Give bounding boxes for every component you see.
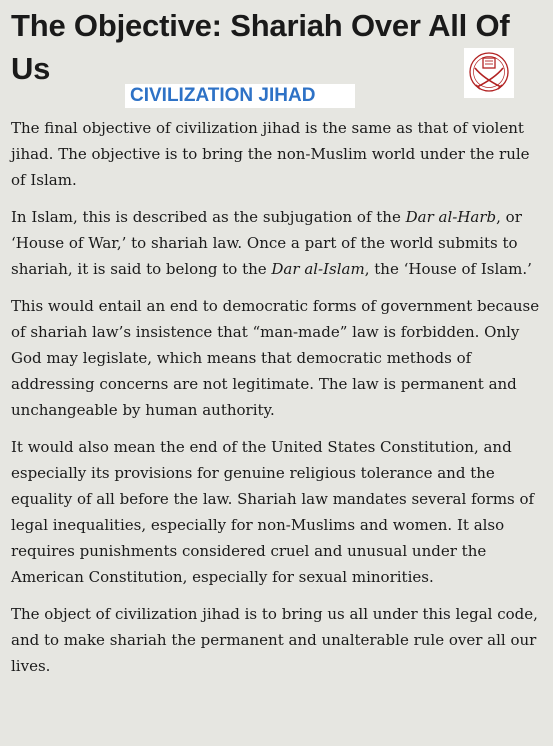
paragraph-2-text-a: In Islam, this is described as the subjugation of the: [11, 208, 406, 226]
paragraph-2: [11, 204, 541, 282]
paragraph-2-text-e: , the ‘House of Islam.’: [364, 260, 532, 278]
paragraph-4: It would also mean the end of the United States Constitution, and especially its provisions for genuine religious tolerance and the equality of all before the law. Shariah law mandates several forms of legal inequalities, especially for non-Muslims and women. It also requires punishments considered cruel and unusual under the American Constitution, especially for sexual minorities.: [11, 438, 535, 586]
paragraph-1: The final objective of civilization jihad is the same as that of violent jihad. The objective is to bring the non-Muslim world under the rule of Islam.: [11, 119, 530, 189]
paragraph-3: This would entail an end to democratic forms of government because of shariah law’s insistence that “man-made” law is forbidden. Only God may legislate, which means that democratic methods of addressing concerns are not legitimate. The law is permanent and unchangeable by human authority.: [11, 297, 540, 419]
page-title: The Objective: Shariah Over All Of Us: [11, 8, 510, 86]
term-dar-al-harb: Dar al-Harb: [405, 208, 497, 226]
paragraph-2-text-c: , or ‘House of War,’ to shariah law. Once a part of the world submits to shariah, it is said to belong to the: [11, 208, 522, 278]
term-dar-al-islam: Dar al-Islam: [271, 260, 365, 278]
section-badge: CIVILIZATION JIHAD: [125, 84, 355, 108]
paragraph-5: The object of civilization jihad is to bring us all under this legal code, and to make shariah the permanent and unalterable rule over all our lives.: [11, 605, 538, 675]
crossed-swords-seal-icon: [464, 48, 514, 98]
article-body: [11, 115, 541, 690]
